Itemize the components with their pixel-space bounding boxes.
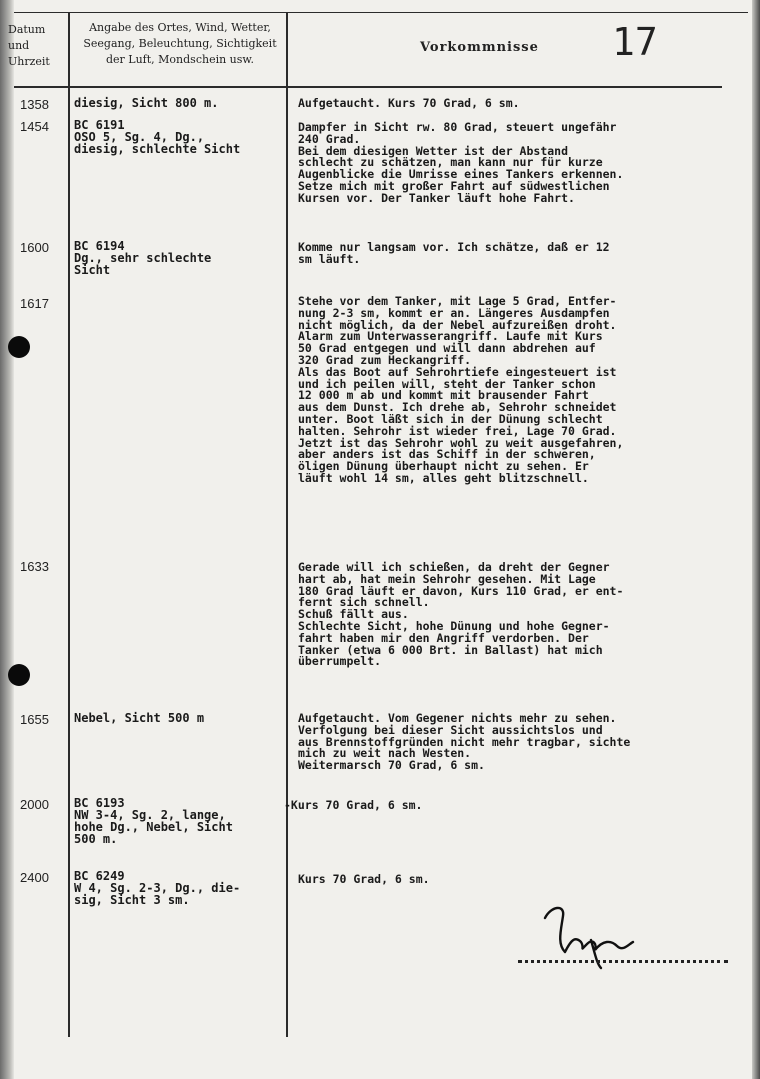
entry-time: 1617 xyxy=(20,296,49,311)
punch-hole xyxy=(8,336,30,358)
header-conditions: Angabe des Ortes, Wind, Wetter, Seegang, Beleuchtung, Sichtigkeit der Luft, Mondschein usw. xyxy=(83,21,277,66)
entry-time: 2000 xyxy=(20,797,49,812)
signature-line xyxy=(518,952,728,963)
entry-conditions: BC 6194 Dg., sehr schlechte Sicht xyxy=(74,239,212,277)
entry-time: 1358 xyxy=(20,97,49,112)
entry-conditions: BC 6193 NW 3-4, Sg. 2, lange, hohe Dg., Nebel, Sicht 500 m. xyxy=(74,796,233,846)
entry-events: Komme nur langsam vor. Ich schätze, daß er 12 sm läuft. xyxy=(298,240,610,266)
entry-events: Aufgetaucht. Kurs 70 Grad, 6 sm. xyxy=(298,96,520,110)
entry-conditions: Nebel, Sicht 500 m xyxy=(74,711,205,725)
entry-conditions: BC 6249 W 4, Sg. 2-3, Dg., die- sig, Sicht 3 sm. xyxy=(74,869,241,907)
entry-events: -Kurs 70 Grad, 6 sm. xyxy=(284,798,423,812)
entry-time: 1633 xyxy=(20,559,49,574)
entry-conditions: BC 6191 OSO 5, Sg. 4, Dg., diesig, schlechte Sicht xyxy=(74,118,241,156)
entry-events: Aufgetaucht. Vom Gegener nichts mehr zu sehen. Verfolgung bei dieser Sicht aussichtslos und aus Brennstoffgründen nicht mehr tragbar, sichte mich zu weit nach Westen. Weitermarsch 70 Grad, 6 sm. xyxy=(298,711,631,773)
entry-events: Kurs 70 Grad, 6 sm. xyxy=(298,872,430,886)
entry-conditions: diesig, Sicht 800 m. xyxy=(74,96,219,110)
column-divider-1 xyxy=(68,12,70,1037)
punch-hole xyxy=(8,664,30,686)
header-datetime: Datum und Uhrzeit xyxy=(8,23,50,68)
entry-events: Gerade will ich schießen, da dreht der Gegner hart ab, hat mein Sehrohr gesehen. Mit Lage 180 Grad läuft er davon, Kurs 110 Grad, er ent- fernt sich schnell. Schuß fällt aus. Schlechte Sicht, hohe Dünung und hohe Gegner- fahrt haben mir den Angriff verdorben. Der Tanker (etwa 6 000 Brt. in Ballast) hat mich überrumpelt. xyxy=(298,560,624,669)
page-edge-left xyxy=(0,0,14,1079)
entry-events: Dampfer in Sicht rw. 80 Grad, steuert ungefähr 240 Grad. Bei dem diesigen Wetter ist der Abstand schlecht zu schätzen, man kann nur für kurze Augenblicke die Umrisse eines Tankers erkennen. Setze mich mit großer Fahrt auf südwestlichen Kursen vor. Der Tanker läuft hohe Fahrt. xyxy=(298,120,624,205)
entry-time: 1655 xyxy=(20,712,49,727)
header-divider xyxy=(14,86,722,88)
entry-time: 2400 xyxy=(20,870,49,885)
header-events: Vorkommnisse xyxy=(420,40,539,55)
page-number: 17 xyxy=(612,20,658,64)
entry-time: 1600 xyxy=(20,240,49,255)
entry-events: Stehe vor dem Tanker, mit Lage 5 Grad, Entfer- nung 2-3 sm, kommt er an. Längeres Ausdampfen nicht möglich, da der Nebel aufzureißen droht. Alarm zum Unterwasserangriff. Laufe mit Kurs 50 Grad entgegen und will dann abdrehen auf 320 Grad zum Heckangriff. Als das Boot auf Sehrohrtiefe eingesteuert ist und ich peilen will, steht der Tanker schon 12 000 m ab und kommt mit brausender Fahrt aus dem Dunst. Ich drehe ab, Sehrohr schneidet unter. Boot läßt sich in der Dünung schlecht halten. Sehrohr ist wieder frei, Lage 70 Grad. Jetzt ist das Sehrohr wohl zu weit ausgefahren, aber anders ist das Schiff in der schweren, öligen Dünung überhaupt nicht zu sehen. Er läuft wohl 14 sm, alles geht blitzschnell. xyxy=(298,294,624,485)
top-border xyxy=(14,12,748,13)
entry-time: 1454 xyxy=(20,119,49,134)
